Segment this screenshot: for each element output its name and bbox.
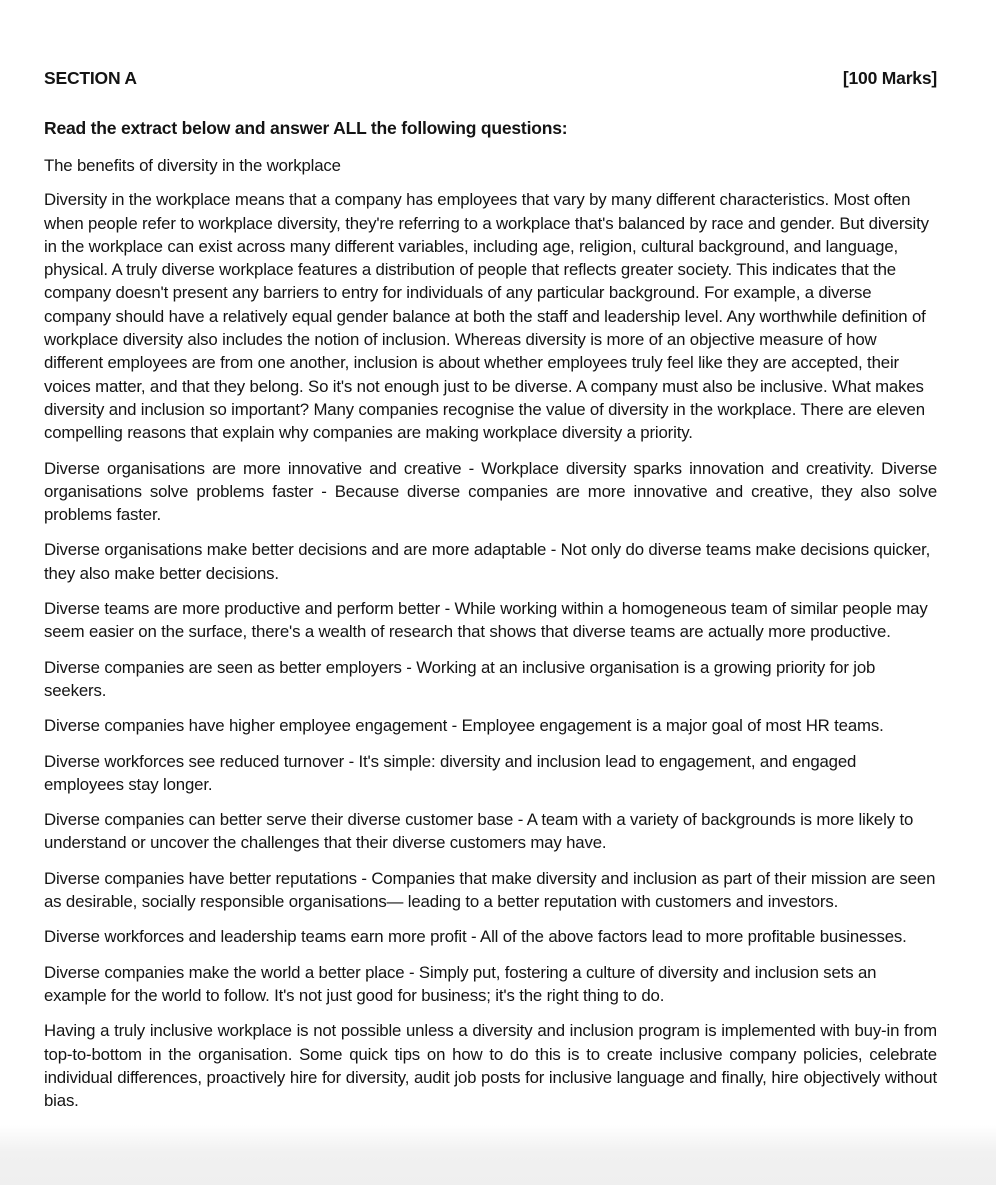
paragraph-productive: Diverse teams are more productive and perform better - While working within a homogeneous team of similar people may seem easier on the surface, there's a wealth of research that shows that diverse teams are actually more productive. <box>44 599 928 642</box>
paragraph-profit: Diverse workforces and leadership teams earn more profit - All of the above factors lead to more profitable businesses. <box>44 927 907 947</box>
article-title: The benefits of diversity in the workplace <box>44 156 341 175</box>
total-marks: [100 Marks] <box>842 68 937 88</box>
paragraph-reputations: Diverse companies have better reputations - Companies that make diversity and inclusion as part of their mission are seen as desirable, socially responsible organisations— leading to a better reputation with customers and investors. <box>44 868 936 912</box>
paragraph-conclusion: Having a truly inclusive workplace is not possible unless a diversity and inclusion program is implemented with buy-in from top-to-bottom in the organisation. Some quick tips on how to do this is to create inclusive company policies, celebrate individual differences, proactively hire for diversity, audit job posts for inclusive language and finally, hire objectively without bias. <box>44 1021 937 1111</box>
paragraph-intro: Diversity in the workplace means that a company has employees that vary by many different characteristics. Most often when people refer to workplace diversity, they're referring to a workplace that's balanced by race and gender. But diversity in the workplace can exist across many different variables, including age, religion, cultural background, and language, physical. A truly diverse workplace features a distribution of people that reflects greater society. This indicates that the company doesn't present any barriers to entry for individuals of any particular background. For example, a diverse company should have a relatively equal gender balance at both the staff and leadership level. Any worthwhile definition of workplace diversity also includes the notion of inclusion. Whereas diversity is more of an objective measure of how different employees are from one another, inclusion is about whether employees truly feel like they are accepted, their voices matter, and that they belong. So it's not enough just to be diverse. A company must also be inclusive. What makes diversity and inclusion so important? Many companies recognise the value of diversity in the workplace. There are eleven compelling reasons that explain why companies are making workplace diversity a priority. <box>44 190 929 443</box>
section-header <box>44 68 937 89</box>
paragraph-customers: Diverse companies can better serve their diverse customer base - A team with a variety of backgrounds is more likely to understand or uncover the challenges that their diverse customers may have. <box>44 810 914 853</box>
paragraph-innovative: Diverse organisations are more innovative and creative - Workplace diversity sparks innovation and creativity. Diverse organisations solve problems faster - Because diverse companies are more innovative and creative, they also solve problems faster. <box>44 458 937 525</box>
page-bottom-shadow <box>0 1125 996 1185</box>
paragraph-engagement: Diverse companies have higher employee engagement - Employee engagement is a major goal of most HR teams. <box>44 716 884 736</box>
article-body <box>44 154 937 1124</box>
instruction-text: Read the extract below and answer ALL the following questions: <box>44 118 568 138</box>
paragraph-employers: Diverse companies are seen as better employers - Working at an inclusive organisation is a growing priority for job seekers. <box>44 657 876 700</box>
paragraph-turnover: Diverse workforces see reduced turnover - It's simple: diversity and inclusion lead to engagement, and engaged employees stay longer. <box>44 751 857 794</box>
section-title: SECTION A <box>44 68 137 88</box>
paragraph-world: Diverse companies make the world a better place - Simply put, fostering a culture of diversity and inclusion sets an example for the world to follow. It's not just good for business; it's the right thing to do. <box>44 962 877 1005</box>
paragraph-decisions: Diverse organisations make better decisions and are more adaptable - Not only do diverse teams make decisions quicker, they also make better decisions. <box>44 540 931 583</box>
